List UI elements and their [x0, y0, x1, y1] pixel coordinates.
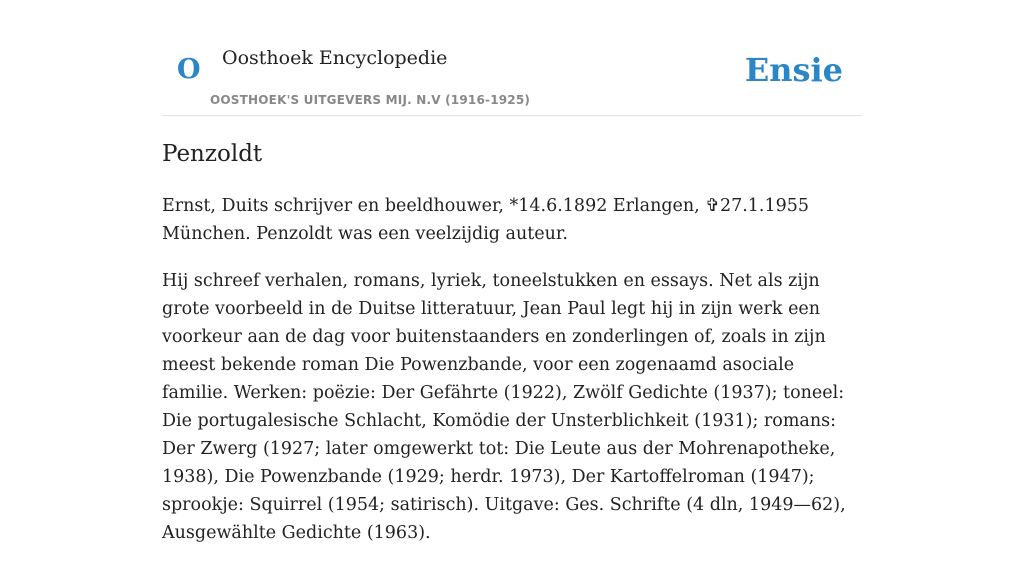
article-body — [162, 192, 862, 566]
source-title[interactable]: Oosthoek Encyclopedie — [222, 47, 448, 69]
brand-logo[interactable]: Ensie — [744, 51, 843, 89]
source-header — [162, 40, 862, 116]
article-paragraph: Hij schreef verhalen, romans, lyriek, toneelstukken en essays. Net als zijn grote voorbeeld in de Duitse litteratuur, Jean Paul legt hij in zijn werk een voorkeur aan de dag voor buitenstaanders en zonderlingen of, zoals in zijn meest bekende roman Die Powenzbande, voor een zogenaamd asociale familie. Werken: poëzie: Der Gefährte (1922), Zwölf Gedichte (1937); toneel: Die portugalesische Schlacht, Komödie der Unsterblichkeit (1931); romans: Der Zwerg (1927; later omgewerkt tot: Die Leute aus der Mohrenapotheke, 1938), Die Powenzbande (1929; herdr. 1973), Der Kartoffelroman (1947); sprookje: Squirrel (1954; satirisch). Uitgave: Ges. Schrifte (4 dln, 1949—62), Ausgewählte Gedichte (1963). — [162, 271, 846, 543]
source-publisher: OOSTHOEK'S UITGEVERS MIJ. N.V (1916-1925) — [210, 93, 531, 107]
article-paragraph: Ernst, Duits schrijver en beeldhouwer, *14.6.1892 Erlangen, ✞27.1.1955 München. Penzoldt was een veelzijdig auteur. — [162, 196, 810, 244]
source-logo-icon[interactable]: O — [177, 54, 201, 85]
article-title: Penzoldt — [162, 141, 263, 167]
